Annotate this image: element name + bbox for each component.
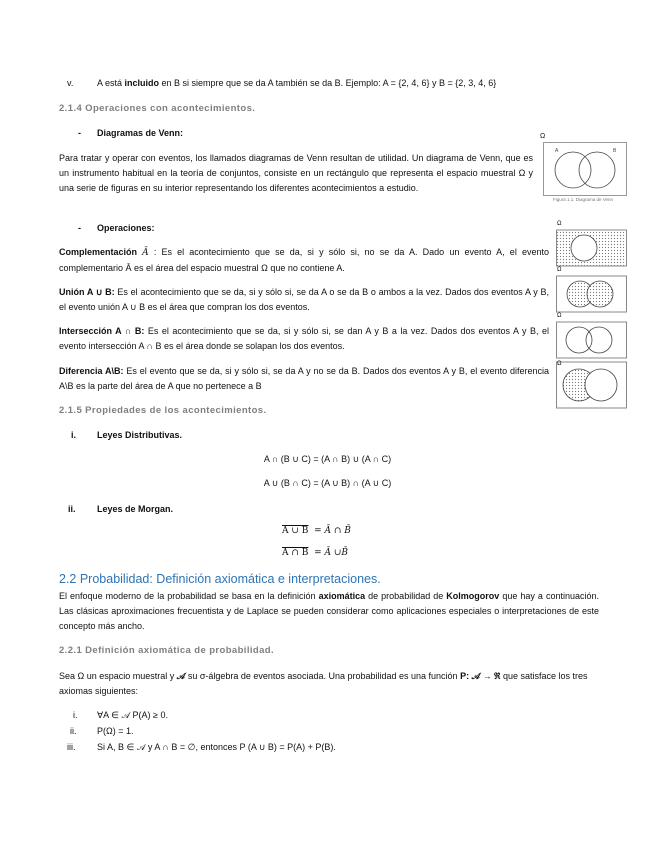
item-v-number: v. (67, 78, 74, 88)
distributive-eq-2: A ∪ (B ∩ C) = (A ∪ B) ∩ (A ∪ C) (263, 478, 392, 488)
axiom-1-number: i. (73, 710, 78, 720)
venn-paragraph: Para tratar y operar con eventos, los llamados diagramas de Venn resultan de utilidad. Un diagrama de Venn, que es un instrumento habitual en la teoría de conjuntos, consiste en un rectángulo que representa el espacio muestral Ω y una serie de figuras en su interior representando los diferentes acontecimientos a estudio. (59, 153, 533, 193)
morgan-title: Leyes de Morgan. (97, 504, 174, 514)
axiom-1-text: ∀A ∈ 𝒜 P(A) ≥ 0. (97, 710, 168, 720)
ops-bullet: - (78, 223, 81, 233)
venn-figure-omega: Ω (540, 133, 546, 140)
section-2-2-heading: 2.2 Probabilidad: Definición axiomática e interpretaciones. (59, 572, 381, 586)
difference-figure (557, 362, 627, 408)
venn-title: Diagramas de Venn: (97, 128, 184, 138)
venn-figure-caption: Figura 1.1. Diagrama de Venn (553, 197, 614, 202)
difference-paragraph: Diferencia A\B: Es el evento que se da, si y sólo si, se da A y no se da B. Dados dos eventos A y B, el evento diferencia A\B es la parte del área de A que no pertenece a B (59, 366, 549, 391)
section-2-2-paragraph: El enfoque moderno de la probabilidad se basa en la definición axiomática de probabilidad de Kolmogorov que hay a continuación. Las clásicas aproximaciones frecuentista y de Laplace se pueden considerar como aplicaciones especiales o interpretaciones de este concepto más ancho. (59, 591, 600, 631)
axiom-3-number: iii. (67, 742, 76, 752)
axiom-2-number: ii. (70, 726, 77, 736)
operations-figures (556, 222, 628, 412)
complement-figure (557, 230, 627, 266)
morgan-eq-2: A ∩ B = Ā ∪B̄ (282, 548, 349, 558)
section-2-2-1-paragraph: Sea Ω un espacio muestral y 𝒜 su σ-álgebra de eventos asociada. Una probabilidad es una función P: 𝒜 → ℜ que satisface los tres axiomas siguientes: (59, 671, 588, 696)
intersection-paragraph: Intersección A ∩ B: Es el acontecimiento que se da, si y sólo si, se dan A y B a la vez. Dados dos eventos A y B, el evento intersección A ∩ B es el área donde se solapan los dos eventos. (59, 326, 549, 351)
intersection-fig-omega: Ω (557, 313, 562, 319)
svg-text:B: B (613, 148, 617, 154)
item-v-text: A está incluido en B si siempre que se da A también se da B. Ejemplo: A = {2, 4, 6} y B = {2, 3, 4, 6} (97, 78, 497, 88)
section-2-1-4-heading: 2.1.4 Operaciones con acontecimientos. (59, 103, 256, 114)
venn-diagram-figure (543, 142, 627, 196)
ops-title: Operaciones: (97, 223, 155, 233)
complement-fig-omega: Ω (557, 221, 562, 227)
svg-text:A: A (555, 148, 559, 154)
intersection-figure (557, 322, 627, 358)
axiom-2-text: P(Ω) = 1. (97, 726, 134, 736)
distributive-eq-1: A ∩ (B ∪ C) = (A ∩ B) ∪ (A ∩ C) (263, 454, 392, 464)
union-paragraph: Unión A ∪ B: Es el acontecimiento que se da, si y sólo si, se da A o se da B o ambos a la vez. Dados dos eventos A y B, el evento unión A ∪ B es el área que compran los dos eventos. (59, 287, 549, 312)
distributive-title: Leyes Distributivas. (97, 430, 183, 440)
morgan-eq-1: A ∪ B = Ā ∩ B̄ (282, 526, 351, 536)
difference-fig-omega: Ω (557, 361, 562, 367)
axiom-3-text: Si A, B ∈ 𝒜 y A ∩ B = ∅, entonces P (A ∪ B) = P(A) + P(B). (97, 742, 336, 752)
union-fig-omega: Ω (557, 267, 562, 273)
union-figure (557, 276, 627, 312)
morgan-number: ii. (68, 504, 76, 514)
venn-bullet: - (78, 128, 81, 138)
complement-paragraph: Complementación Ā : Es el acontecimiento que se da, si y sólo si, no se da A. Dado un evento A, el evento complementario Ā es el área del espacio muestral Ω que no contiene A. (59, 247, 549, 273)
section-2-1-5-heading: 2.1.5 Propiedades de los acontecimientos. (59, 405, 267, 416)
distributive-number: i. (71, 430, 77, 440)
section-2-2-1-heading: 2.2.1 Definición axiomática de probabilidad. (59, 645, 275, 656)
